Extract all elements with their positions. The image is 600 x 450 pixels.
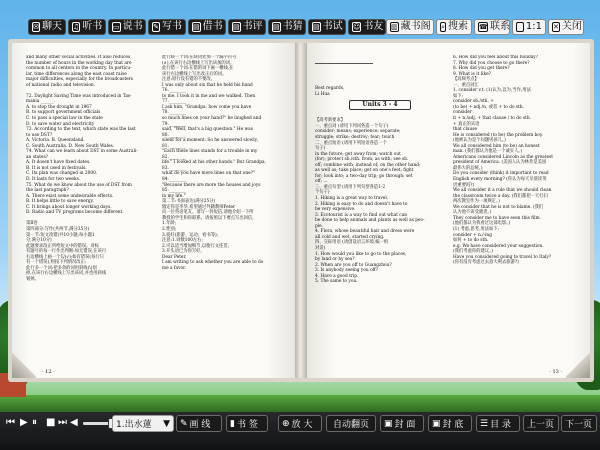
- next-track-icon[interactable]: ⏭: [58, 417, 67, 428]
- text-line: B. It helps little to save energy.: [26, 199, 94, 205]
- text-line: 有一个错误),则按下列情况改正:: [26, 260, 87, 266]
- text-line: 83.________: [162, 165, 187, 171]
- text-line: 3. Ecotourist is a way to find out what can: [315, 212, 408, 218]
- text-line: 右边横线上画一个勾(√);如有错误(每行只: [26, 254, 104, 260]
- text-line: what do you have more lines on that one?": [162, 171, 255, 177]
- text-line: 76.________: [162, 88, 187, 94]
- text-line: off; ...: [315, 179, 328, 185]
- contact-icon: ☎: [479, 23, 488, 31]
- draw-line-button[interactable]: ✎ 画 线: [176, 415, 222, 432]
- text-line: struggle; strike; destroy; fear; touch: [315, 135, 395, 141]
- zoom-icon: ⊕: [282, 418, 290, 429]
- text-line: 注意:1.词数100左右;: [162, 238, 203, 244]
- text-line: 此行多一个词:把多余的词用斜线(\)划: [26, 265, 97, 271]
- grass: [0, 395, 600, 412]
- book-icon: ▤: [193, 23, 200, 31]
- text-line: 4. Flora, whose beautiful hair and dress were: [315, 229, 415, 235]
- review-book-button[interactable]: ▤ 书评: [228, 19, 266, 35]
- bookshelf-button[interactable]: ▥ 藏书阁: [386, 19, 434, 35]
- auto-flip-button[interactable]: 自动翻页: [326, 415, 376, 432]
- back-cover-button[interactable]: ▣ 封 底: [428, 415, 472, 432]
- text-line: to use DST?: [26, 132, 53, 138]
- text-line: 此行缺一个词:在缺词处加一个漏字符号: [162, 55, 237, 60]
- close-icon: ✕: [553, 23, 559, 31]
- text-line: be done to help animals and plants as well as peo-: [315, 218, 425, 224]
- book-icon: ▤: [313, 23, 320, 31]
- text-line: 掉,在该行右边横线上写出该词,并也用斜线: [26, 271, 107, 277]
- text-line: be very expensive.: [315, 207, 356, 213]
- page-number: · 12 ·: [42, 369, 55, 376]
- text-line: 个句子): [315, 190, 330, 196]
- text-line: 认为他不该受谴责。): [453, 210, 492, 216]
- text-line: consider: [453, 110, 472, 116]
- text-line: 分,满分10分): [26, 238, 52, 244]
- text-line: I am writing to ask whether you are able to do: [162, 260, 264, 266]
- text-line: (你有没有考虑过去意大利去旅游?): [453, 260, 519, 266]
- chat-icon: ✉: [33, 23, 39, 31]
- next-page-button[interactable]: 下一页: [561, 415, 597, 432]
- text-line: 2. When are you off to Guangzhou?: [315, 262, 392, 268]
- text-line: in my life.": [162, 193, 186, 199]
- text-line: B. It is not used in festivals.: [26, 165, 87, 171]
- text-line: the last paragraph?: [26, 188, 69, 194]
- text-line: 第一节:短文改错(共10小题;每小题1: [26, 232, 95, 238]
- text-line: 一、重点词 (请用下列词各造一个句子): [315, 123, 389, 129]
- text-line: We all consider it a rule that we should clean: [453, 188, 552, 194]
- book-icon: ▤: [233, 23, 240, 31]
- text-line: 77.________: [162, 99, 187, 105]
- text-line: 3. Is anybody seeing you off?: [315, 268, 379, 274]
- text-line: 划掉。: [26, 276, 39, 282]
- text-line: common to all centers in the country. In particu-: [26, 66, 132, 72]
- text-line: and many other social activities. It also reduces: [26, 55, 131, 60]
- text-line: man. (我们都认为他是一个诚实人。): [453, 149, 523, 155]
- text-line: 语重要吗?): [453, 182, 475, 188]
- text-line: 4. Have a good trip.: [315, 273, 359, 279]
- friends-icon: ☺: [353, 23, 361, 31]
- pen-icon: ✎: [180, 418, 188, 429]
- text-line: 8. How did you get there?: [453, 66, 510, 72]
- text-line: ple.: [315, 223, 324, 229]
- text-line: (to be) + adj./n. 或者 + to do sth.: [453, 104, 524, 110]
- text-line: major difficulties, especially for the broadcasters: [26, 77, 133, 83]
- text-line: C. It brings about longer working days.: [26, 204, 112, 210]
- text-line: me a favor.: [162, 265, 187, 271]
- text-line: for; look into; a two-day trip; go through; set: [315, 173, 413, 179]
- text-line: an states?: [26, 154, 48, 160]
- page-curl-prev[interactable]: [12, 350, 36, 378]
- text-line: 向一位英语笔友。请写一封短信,请他介绍一下所: [162, 210, 254, 216]
- text-line: B. to support government officials: [26, 110, 101, 116]
- text-line: 84.________: [162, 177, 187, 183]
- text-line: He is considered (to be) the problem boy.: [453, 132, 544, 138]
- text-line: 第Ⅱ卷: [26, 221, 38, 227]
- text-line: 81.________: [162, 143, 187, 149]
- contact-button[interactable]: ☎ 联系: [474, 19, 510, 35]
- text-line: of national radio and television.: [26, 82, 96, 88]
- text-line: (他被认为是个问题男孩儿。): [453, 138, 506, 144]
- unit-title: Units 3 - 4: [349, 100, 410, 110]
- text-line: 75. What do we know about the use of DST from: [26, 182, 132, 188]
- bookmark-button[interactable]: ▮ 书 签: [226, 415, 268, 432]
- zoom-button[interactable]: ⊕ 放 大: [278, 415, 322, 432]
- text-line: I was only about six that he held his hand: [162, 82, 253, 88]
- bookshelf-icon: ▥: [391, 23, 398, 31]
- text-line: consider + n./-ing: [453, 232, 492, 238]
- text-line: English every morning? (你认为每天早晨读英: [453, 177, 547, 183]
- text-line: 教授的学生和你联系。请按照以下要点写出回信,: [162, 215, 254, 221]
- text-line: + 真正的宾语: [453, 121, 480, 127]
- text-line: as well as; take place; get on one's feet; fight: [315, 168, 414, 174]
- text-line: (他们都认为我看过这部电影。): [453, 221, 511, 227]
- text-line: all cold and wet, started crying.: [315, 234, 385, 240]
- text-line: 【高频考点】: [453, 77, 479, 83]
- text-line: to me. I took it in me and we walked. Then: [162, 93, 256, 99]
- text-line: C. South Australia. D. New South Wales.: [26, 143, 115, 149]
- text-line: Do you consider (think) it important to read: [453, 171, 549, 177]
- text-line: 二、重点短语 (请用下列短语各造一个: [315, 140, 387, 146]
- book-friends-button[interactable]: ☺ 书友: [348, 19, 386, 35]
- text-line: 假定你是李华,希望通过外籍教师Peter: [162, 204, 236, 210]
- text-line: 四、交际用语 (请创设语言环境,编一组: [315, 240, 389, 246]
- text-line: 3.开头语已为你写好。: [162, 249, 205, 255]
- text-line: 78.________: [162, 110, 187, 116]
- text-line: "Because there are more the houses and joys: [162, 182, 261, 188]
- text-line: 【高考新要求】: [315, 118, 346, 124]
- contents-icon: ☰: [480, 418, 489, 429]
- text-line: 74. What can we learn about DST in some Australi-: [26, 149, 138, 155]
- text-line: A. to stop the drought in 1967: [26, 104, 92, 110]
- text-line: 9. What is it like?: [453, 71, 491, 77]
- text-line: that clause: [453, 127, 478, 133]
- text-line: D. Radio and TV programs become different.: [26, 210, 124, 216]
- text-line: 3.爱好(旅游、运动、看书等);: [162, 232, 219, 238]
- text-line: A. It doesn't have fixed dates.: [26, 160, 91, 166]
- track-select[interactable]: 1.出水蓮 ▼: [112, 415, 174, 432]
- text-line: so much lines on your hand?" he laughed and: [162, 116, 262, 122]
- ratio-button[interactable]: 1:1: [512, 19, 546, 35]
- play-icon[interactable]: ▶: [20, 417, 28, 428]
- text-line: C. Its plan was changed in 2000.: [26, 171, 98, 177]
- text-line: 2.可以适当增加细节,以使行文连贯;: [162, 243, 230, 249]
- text-line: They consider me to have seen this film.: [453, 215, 541, 221]
- text-line: Have you considered going to travel to Italy?: [453, 254, 552, 260]
- right-page-column-2: [453, 55, 583, 355]
- text-line: 句子): [315, 146, 326, 152]
- text-line: silent for a moment. So he answered slowly,: [162, 138, 258, 144]
- text-line: 如何 + to do sth.: [453, 238, 489, 244]
- text-line: Li Hua: [315, 91, 330, 97]
- text-line: by land or by sea?: [315, 257, 355, 263]
- text-line: 73. According to the text, which state was the last: [26, 127, 136, 133]
- chevron-down-icon: ▼: [163, 418, 170, 429]
- text-line: 该行右边横线上写出改正后的词。: [162, 71, 227, 77]
- page-number: · 13 ·: [549, 369, 562, 376]
- text-line: 第二节:书面表达(满分25分): [162, 199, 216, 205]
- text-line: 1.年龄;: [162, 221, 177, 227]
- text-line: e.g. We have considered your suggestion.: [453, 243, 544, 249]
- text-line: 79.________: [162, 121, 187, 127]
- cover-icon: ▣: [384, 418, 393, 429]
- text-line: 72. Daylight Saving Time was introduced in Tas-: [26, 93, 132, 99]
- book-icon: ▭: [113, 23, 120, 31]
- text-line: A. There exist some undesirable effects.: [26, 193, 114, 199]
- speak-book-button[interactable]: ▭ 说书: [108, 19, 146, 35]
- page-curl-next[interactable]: [566, 350, 590, 378]
- ratio-icon: [516, 22, 524, 32]
- pause-icon[interactable]: ⏸: [32, 417, 37, 428]
- text-line: D. It lasts for two weeks.: [26, 177, 81, 183]
- text-line: 有题号的每一行作出判断:如无错误,在该行: [26, 249, 107, 255]
- text-line: mania ______.: [26, 99, 55, 105]
- text-line: 如下:: [453, 93, 464, 99]
- text-line: the classroom twice a day. (我们都把一天打扫: [453, 193, 548, 199]
- text-line: 80.________: [162, 132, 187, 138]
- borrow-book-button[interactable]: ▤ 借书: [188, 19, 226, 35]
- text-line: president of America. (美国人认为林肯是美国: [453, 160, 547, 166]
- search-icon: ⌕: [441, 23, 445, 31]
- text-line: 5. The same to you.: [315, 279, 358, 285]
- text-line: Best regards,: [315, 86, 345, 92]
- text-line: Dear Peter,: [162, 254, 187, 260]
- right-page-column-1: [315, 55, 445, 355]
- text-line: 注意:原行没有错的不要改。: [162, 77, 216, 83]
- text-line: (for); protect sb./sth. from; as with; see sb.: [315, 157, 409, 163]
- text-line: C. to pass a special law in the state: [26, 116, 103, 122]
- text-line: lar, time differences along the east coast raise: [26, 71, 127, 77]
- bottom-toolbar: [0, 412, 600, 450]
- close-button[interactable]: ✕ 关闭: [548, 19, 584, 35]
- text-line: in the future; get away from; watch out: [315, 151, 401, 157]
- left-page-column-1: [26, 55, 156, 355]
- pen-icon: ✎: [153, 23, 159, 31]
- prev-page-button[interactable]: 上一页: [523, 415, 559, 432]
- text-line: said, "Well, that's a big question." He was: [162, 127, 253, 133]
- text-line: 7. Why did you choose to go there?: [453, 60, 530, 66]
- text-line: off; combine with; instead of; on the other hand;: [315, 162, 421, 168]
- book-spine: [295, 43, 307, 378]
- text-line: the number of hours in the working day that are: [26, 60, 132, 66]
- text-line: 2.性别;: [162, 226, 177, 232]
- text-line: 2. Hiking is easy to do and doesn't have to: [315, 201, 408, 207]
- text-line: We consider that he is not to blame. (我们: [453, 204, 544, 210]
- text-line: A. Victoria. B. Queensland.: [26, 138, 85, 144]
- write-book-button[interactable]: ✎ 写书: [148, 19, 186, 35]
- text-line: 85.________: [162, 188, 187, 194]
- book-icon: ▤: [273, 23, 280, 31]
- left-page[interactable]: [12, 43, 295, 378]
- bookmark-icon: ▮: [230, 418, 235, 429]
- text-line: 最伟大的总统。): [453, 165, 483, 171]
- text-line: 此题要求改正所给短文中的错误。对标: [26, 243, 100, 249]
- text-line: life." I looked at his other hands." But Grandpa,: [162, 160, 266, 166]
- text-line: 1. consider v.t. (1)认为,以为,当作,用法: [453, 88, 531, 94]
- text-line: 第四部分:写作(共两节,满分35分): [26, 226, 90, 232]
- text-line: 三、重点句型 (请用下列句型各造1-2: [315, 184, 386, 190]
- text-line: I ask him, "Grandpa, how come you have: [162, 104, 252, 110]
- test-book-button[interactable]: ▤ 书试: [308, 19, 346, 35]
- text-line: D. to save water and electricity: [26, 121, 95, 127]
- contents-button[interactable]: ☰ 目 录: [476, 415, 520, 432]
- text-line: 1. How would you like to go to the places,: [315, 251, 407, 257]
- chat-button[interactable]: ✉ 聊天: [28, 19, 66, 35]
- text-line: 两次教室作为一项规定。): [453, 199, 500, 205]
- volume-icon: ◀: [70, 417, 78, 428]
- front-cover-button[interactable]: ▣ 封 面: [380, 415, 424, 432]
- text-line: 此行错一个词:在错的词下画一横线,在: [162, 66, 234, 72]
- text-line: (我们考虑你的建议。): [453, 249, 493, 255]
- right-page[interactable]: [307, 43, 590, 378]
- text-line: (1) 考虑,思考,用法如下:: [453, 226, 500, 232]
- text-line: "Each these lines stands for a trouble in my: [162, 149, 258, 155]
- text-line: We all considered him (to be) an honest: [453, 143, 540, 149]
- text-line: consider sb./sth. +: [453, 99, 494, 105]
- book-viewer: [8, 39, 594, 382]
- stop-icon[interactable]: ■: [46, 417, 56, 428]
- cover-icon: ▣: [432, 418, 441, 429]
- text-line: it + n./adj. + that clause / to do sth.: [453, 116, 531, 122]
- listen-button[interactable]: ♫ 听书: [68, 19, 106, 35]
- guess-book-button[interactable]: ▤ 书猜: [268, 19, 306, 35]
- text-line: 1. Hiking is a great way to travel.: [315, 196, 389, 202]
- text-line: consider; means; experience; separate;: [315, 129, 401, 135]
- text-line: 一、重点词汇: [453, 82, 479, 88]
- volume-fill: [83, 422, 111, 425]
- left-page-column-2: [162, 55, 290, 355]
- text-line: Americans considered Lincoln as the greatest: [453, 154, 553, 160]
- headphone-icon: ♫: [73, 23, 80, 31]
- text-line: 对话): [315, 245, 326, 251]
- search-button[interactable]: ⌕ 搜索: [436, 19, 472, 35]
- top-toolbar: [0, 0, 600, 44]
- text-line: 6. How did you feel about this holiday?: [453, 55, 538, 60]
- first-page-icon[interactable]: ⏮: [6, 417, 15, 428]
- text-line: (∧),在该行右边横线上写出该加的词。: [162, 60, 235, 66]
- text-line: 82.________: [162, 154, 187, 160]
